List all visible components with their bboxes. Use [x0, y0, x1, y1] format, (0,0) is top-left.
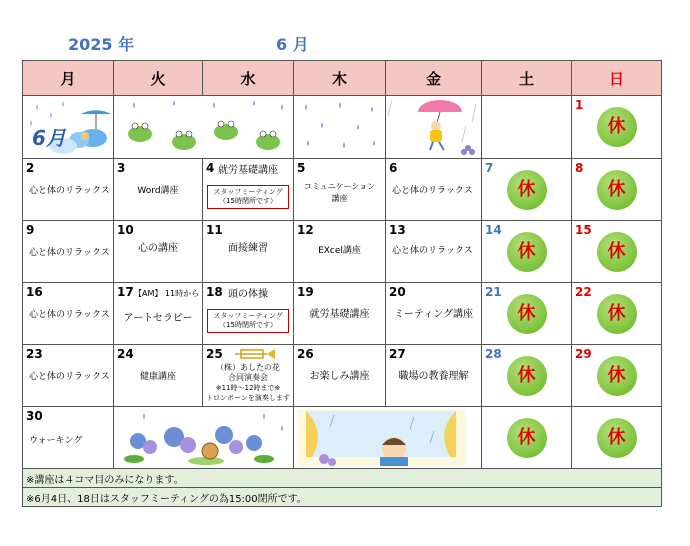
- day-number: 1: [575, 98, 584, 112]
- day-cell: [114, 221, 203, 283]
- day-cell: [572, 345, 662, 407]
- day-cell: [23, 345, 114, 407]
- event-label: 心と体のリラックス: [392, 246, 473, 256]
- event-label: 心と体のリラックス: [29, 310, 110, 320]
- day-cell: [482, 283, 572, 345]
- june-badge: 6月: [32, 126, 66, 150]
- calendar-month: 6 月: [276, 35, 309, 54]
- event-label: 心の講座: [138, 243, 178, 254]
- day-number: 21: [485, 285, 502, 299]
- day-cell: [572, 221, 662, 283]
- day-number: 2: [26, 161, 35, 175]
- footer-row-1: [23, 469, 662, 488]
- day-cell: [572, 159, 662, 221]
- day-cell: [203, 221, 294, 283]
- weekday-header-row: [23, 61, 662, 96]
- day-number: 20: [389, 285, 406, 299]
- day-number: 23: [26, 347, 43, 361]
- day-cell: [23, 159, 114, 221]
- event-label: 健康講座: [139, 372, 176, 382]
- day-number: 29: [575, 347, 592, 361]
- day-number: 4: [206, 161, 215, 175]
- day-number: 9: [26, 223, 35, 237]
- day-number: 13: [389, 223, 406, 237]
- event-label: 職場の教養理解: [398, 371, 469, 382]
- day-cell: [23, 221, 114, 283]
- week-row-5: [23, 345, 662, 407]
- event-label: Word講座: [137, 186, 179, 196]
- holiday-marker: 休: [507, 356, 547, 396]
- day-number: 10: [117, 223, 134, 237]
- footer-note: ※講座は４コマ目のみになります。: [23, 469, 662, 488]
- rain-illustration: [294, 96, 386, 159]
- day-number: 7: [485, 161, 494, 175]
- week-row-3: [23, 221, 662, 283]
- day-number: 19: [297, 285, 314, 299]
- day-number: 24: [117, 347, 134, 361]
- day-cell: [294, 283, 386, 345]
- girl-umbrella-illustration: [386, 96, 482, 159]
- day-number: 18: [206, 285, 223, 299]
- event-label: （株）あしたの花: [216, 363, 280, 372]
- day-cell: [572, 407, 662, 469]
- event-label: トロンボーンを演奏します: [206, 394, 290, 402]
- week-row-2: [23, 159, 662, 221]
- event-label: 就労基礎講座: [218, 165, 278, 176]
- event-label: 合同演奏会: [228, 373, 268, 382]
- holiday-marker: 休: [507, 418, 547, 458]
- event-label: 心と体のリラックス: [392, 186, 473, 196]
- holiday-marker: 休: [597, 107, 637, 147]
- footer-note: ※6月4日、18日はスタッフミーティングの為15:00閉所です。: [23, 488, 662, 507]
- weekday-thu: 木: [294, 61, 386, 96]
- hydrangea-snail-illustration: [114, 407, 294, 469]
- holiday-marker: 休: [507, 232, 547, 272]
- day-cell: [203, 283, 294, 345]
- event-time-note: ※11時～12時まで※: [215, 384, 281, 392]
- day-number: 27: [389, 347, 406, 361]
- trombone-icon: [233, 347, 277, 361]
- event-label: アートセラピー: [123, 313, 193, 324]
- day-number: 6: [389, 161, 398, 175]
- weekday-sun: 日: [572, 61, 662, 96]
- weekday-fri: 金: [386, 61, 482, 96]
- day-cell: [203, 345, 294, 407]
- event-label: 心と体のリラックス: [29, 372, 110, 382]
- staff-meeting-note: スタッフミーティング （15時閉所です）: [207, 309, 289, 333]
- day-cell: [482, 96, 572, 159]
- day-number: 22: [575, 285, 592, 299]
- day-number: 30: [26, 409, 43, 423]
- event-label: お楽しみ講座: [309, 371, 370, 382]
- day-cell: [203, 159, 294, 221]
- day-number: 25: [206, 347, 223, 361]
- day-number: 15: [575, 223, 592, 237]
- day-cell: [386, 345, 482, 407]
- event-label: EXcel講座: [318, 246, 361, 256]
- day-number: 8: [575, 161, 584, 175]
- holiday-marker: 休: [597, 356, 637, 396]
- holiday-marker: 休: [507, 170, 547, 210]
- day-cell: [114, 283, 203, 345]
- june-umbrella-illustration: [23, 96, 114, 159]
- day-number: 5: [297, 161, 306, 175]
- holiday-marker: 休: [597, 294, 637, 334]
- weekday-wed: 水: [203, 61, 294, 96]
- day-cell: [294, 221, 386, 283]
- event-time-note: 【AM】 11時から: [134, 289, 200, 298]
- day-number: 12: [297, 223, 314, 237]
- day-cell: [294, 159, 386, 221]
- day-number: 14: [485, 223, 502, 237]
- day-cell: [386, 283, 482, 345]
- calendar-table: [22, 60, 662, 507]
- holiday-marker: 休: [507, 294, 547, 334]
- day-cell: [572, 96, 662, 159]
- day-cell: [572, 283, 662, 345]
- event-label: ミーティング講座: [394, 309, 473, 320]
- day-cell: [294, 345, 386, 407]
- footer-row-2: [23, 488, 662, 507]
- staff-meeting-note: スタッフミーティング （15時閉所です）: [207, 185, 289, 209]
- week-row-1: [23, 96, 662, 159]
- holiday-marker: 休: [597, 170, 637, 210]
- event-label: ウォーキング: [29, 436, 83, 446]
- event-label: 心と体のリラックス: [29, 248, 110, 258]
- day-number: 3: [117, 161, 126, 175]
- event-label: 面接練習: [228, 243, 268, 254]
- day-cell: [114, 345, 203, 407]
- day-number: 11: [206, 223, 223, 237]
- day-cell: [482, 345, 572, 407]
- event-label: 頭の体操: [228, 289, 268, 300]
- day-cell: [386, 221, 482, 283]
- holiday-marker: 休: [597, 232, 637, 272]
- event-label: コミュニケーション 講座: [303, 182, 376, 203]
- day-cell: [23, 283, 114, 345]
- holiday-marker: 休: [597, 418, 637, 458]
- day-cell: [23, 407, 114, 469]
- event-label: 就労基礎講座: [309, 309, 370, 320]
- calendar-year: 2025 年: [68, 35, 135, 54]
- day-cell: [482, 159, 572, 221]
- day-number: 26: [297, 347, 314, 361]
- day-cell: [386, 159, 482, 221]
- event-label: 心と体のリラックス: [29, 186, 110, 196]
- day-number: 16: [26, 285, 43, 299]
- day-cell: [114, 159, 203, 221]
- weekday-tue: 火: [114, 61, 203, 96]
- weekday-mon: 月: [23, 61, 114, 96]
- day-cell: [482, 221, 572, 283]
- week-row-4: [23, 283, 662, 345]
- week-row-6: [23, 407, 662, 469]
- weekday-sat: 土: [482, 61, 572, 96]
- day-cell: [482, 407, 572, 469]
- frogs-illustration: [114, 96, 294, 159]
- day-number: 28: [485, 347, 502, 361]
- day-number: 17: [117, 285, 134, 299]
- window-rain-illustration: [294, 407, 482, 469]
